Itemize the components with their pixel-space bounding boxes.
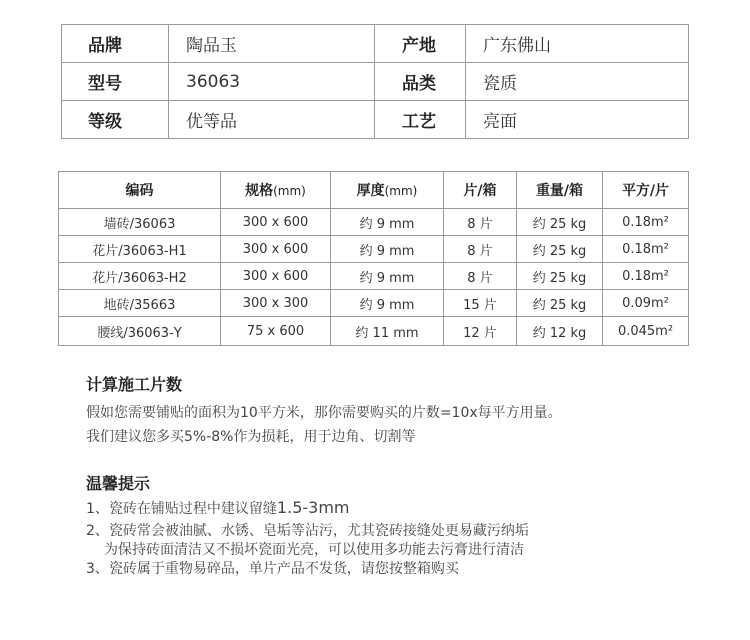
tips-line-3: 3、瓷砖属于重物易碎品，单片产品不发货，请您按整箱购买	[86, 561, 459, 577]
info-value: 陶品玉	[169, 25, 375, 63]
cell-weight: 约 25 kg	[517, 263, 603, 290]
cell-area: 0.18m²	[603, 263, 689, 290]
spec-row	[59, 209, 689, 236]
cell-pcs: 8 片	[444, 209, 517, 236]
cell-pcs: 8 片	[444, 236, 517, 263]
info-label: 型号	[62, 63, 169, 101]
cell-weight: 约 25 kg	[517, 209, 603, 236]
spec-row	[59, 236, 689, 263]
cell-pcs: 8 片	[444, 263, 517, 290]
cell-thickness: 约 9 mm	[331, 263, 444, 290]
info-row	[62, 101, 689, 139]
cell-thickness: 约 11 mm	[331, 317, 444, 346]
cell-size: 300 x 600	[221, 236, 331, 263]
cell-size: 300 x 600	[221, 263, 331, 290]
cell-thickness: 约 9 mm	[331, 209, 444, 236]
info-label: 等级	[62, 101, 169, 139]
header-size	[221, 172, 331, 209]
header-code: 编码	[59, 172, 221, 209]
cell-code: 腰线/36063-Y	[59, 317, 221, 346]
info-row	[62, 25, 689, 63]
cell-weight: 约 25 kg	[517, 290, 603, 317]
spec-table	[58, 171, 689, 346]
header-thickness	[331, 172, 444, 209]
info-label: 品牌	[62, 25, 169, 63]
tips-line-2b: 为保持砖面清洁又不损坏瓷面光亮，可以使用多功能去污膏进行清洁	[104, 542, 524, 558]
cell-size: 75 x 600	[221, 317, 331, 346]
tips-line-1-value: 1.5-3mm	[276, 498, 350, 517]
cell-weight: 约 25 kg	[517, 236, 603, 263]
spec-header-row	[59, 172, 689, 209]
header-pcs: 片/箱	[444, 172, 517, 209]
cell-size: 300 x 600	[221, 209, 331, 236]
spec-row	[59, 290, 689, 317]
cell-thickness: 约 9 mm	[331, 290, 444, 317]
product-info-table	[61, 24, 689, 139]
calc-line-1: 假如您需要铺贴的面积为10平方米，那你需要购买的片数=10x每平方用量。	[86, 405, 562, 421]
cell-code: 花片/36063-H2	[59, 263, 221, 290]
header-weight: 重量/箱	[517, 172, 603, 209]
info-label: 品类	[375, 63, 466, 101]
cell-code: 花片/36063-H1	[59, 236, 221, 263]
header-thickness-label: 厚度	[356, 183, 385, 199]
spec-row	[59, 263, 689, 290]
info-value: 瓷质	[466, 63, 689, 101]
info-label: 工艺	[375, 101, 466, 139]
cell-size: 300 x 300	[221, 290, 331, 317]
calc-line-2: 我们建议您多买5%-8%作为损耗，用于边角、切割等	[86, 429, 416, 445]
cell-area: 0.045m²	[603, 317, 689, 346]
header-thickness-unit: (mm)	[384, 184, 418, 198]
tips-line-1	[86, 498, 350, 518]
tips-title: 温馨提示	[86, 474, 151, 493]
header-size-label: 规格	[245, 183, 274, 199]
cell-code: 地砖/35663	[59, 290, 221, 317]
cell-area: 0.18m²	[603, 209, 689, 236]
info-value: 广东佛山	[466, 25, 689, 63]
info-value: 36063	[169, 63, 375, 101]
header-area: 平方/片	[603, 172, 689, 209]
tips-line-1-text: 1、瓷砖在铺贴过程中建议留缝	[86, 501, 277, 517]
header-size-unit: (mm)	[273, 184, 306, 198]
info-value: 优等品	[169, 101, 375, 139]
cell-area: 0.18m²	[603, 236, 689, 263]
cell-weight: 约 12 kg	[517, 317, 603, 346]
cell-thickness: 约 9 mm	[331, 236, 444, 263]
cell-area: 0.09m²	[603, 290, 689, 317]
info-value: 亮面	[466, 101, 689, 139]
cell-pcs: 12 片	[444, 317, 517, 346]
calc-title: 计算施工片数	[86, 375, 183, 394]
spec-row	[59, 317, 689, 346]
info-label: 产地	[375, 25, 466, 63]
cell-pcs: 15 片	[444, 290, 517, 317]
tips-line-2: 2、瓷砖常会被油腻、水锈、皂垢等沾污，尤其瓷砖接缝处更易藏污纳垢	[86, 523, 529, 539]
info-row	[62, 63, 689, 101]
cell-code: 墙砖/36063	[59, 209, 221, 236]
